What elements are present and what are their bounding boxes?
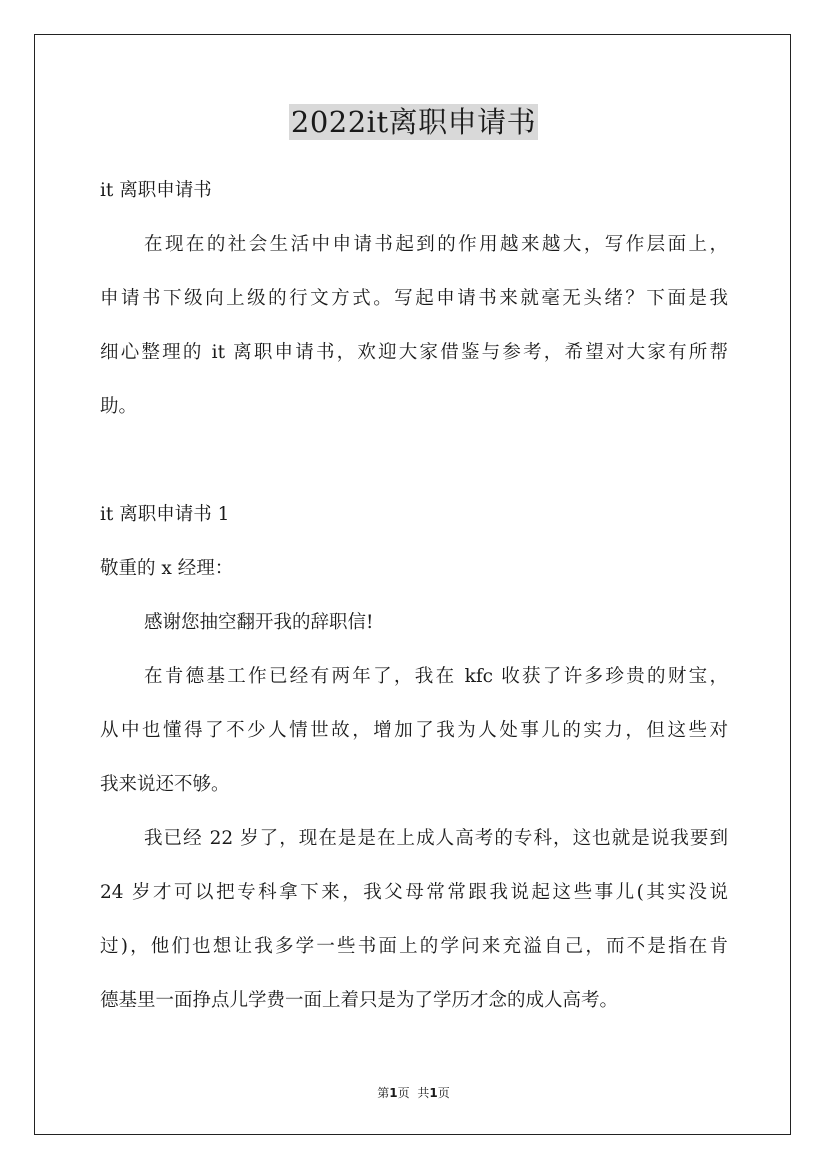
document-title: 2022it离职申请书 — [290, 105, 537, 139]
document-body — [100, 164, 728, 1028]
paragraph-line: 在肯德基工作已经有两年了，我在 kfc 收获了许多珍贵的财宝， — [144, 666, 728, 687]
footer-text: 第 — [377, 1086, 390, 1100]
section-title: it 离职申请书 1 — [100, 504, 230, 525]
paragraph-line: 从中也懂得了不少人情世故，增加了我为人处事儿的实力，但这些对 — [100, 720, 728, 741]
paragraph-line: 我来说还不够。 — [100, 774, 230, 795]
page-total: 1 — [429, 1086, 438, 1100]
subtitle: it 离职申请书 — [100, 180, 212, 201]
paragraph-line: 过)，他们也想让我多学一些书面上的学问来充溢自己，而不是指在肯 — [100, 936, 728, 957]
paragraph-line: 我已经 22 岁了，现在是是在上成人高考的专科，这也就是说我要到 — [144, 828, 728, 849]
footer-text: 页 — [437, 1086, 450, 1100]
spacer — [100, 434, 728, 488]
intro-line: 在现在的社会生活中申请书起到的作用越来越大，写作层面上， — [144, 234, 728, 255]
salutation: 敬重的 x 经理： — [100, 558, 234, 579]
page-number: 1 — [389, 1086, 398, 1100]
paragraph-line: 德基里一面挣点儿学费一面上着只是为了学历才念的成人高考。 — [100, 990, 619, 1011]
intro-line: 细心整理的 it 离职申请书，欢迎大家借鉴与参考，希望对大家有所帮 — [100, 342, 728, 363]
footer-text: 页 — [397, 1086, 410, 1100]
paragraph-line: 24 岁才可以把专科拿下来，我父母常常跟我说起这些事儿(其实没说 — [100, 882, 728, 903]
paragraph-line: 感谢您抽空翻开我的辞职信! — [144, 612, 374, 633]
page-footer — [0, 1084, 827, 1101]
intro-line: 助。 — [100, 396, 138, 417]
footer-text: 共 — [417, 1086, 430, 1100]
title-wrap — [0, 104, 827, 140]
intro-line: 申请书下级向上级的行文方式。写起申请书来就毫无头绪？下面是我 — [100, 288, 728, 309]
